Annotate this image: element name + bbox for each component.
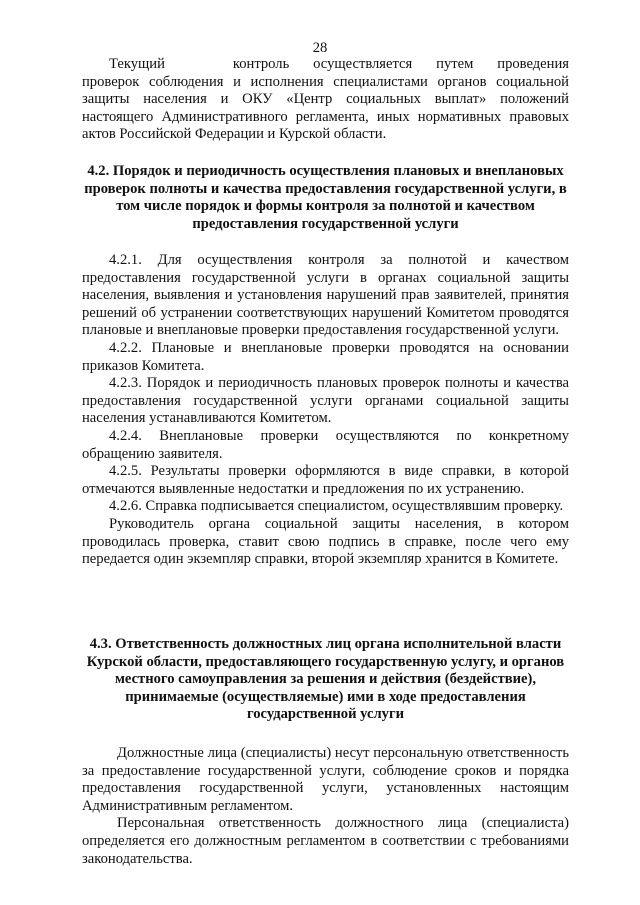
paragraph-4-2-1: 4.2.1. Для осуществления контроля за полнотой и качеством предоставления государственной услуги в органах социальной защиты населения, выявления и установления нарушений прав заявителей, принятия решений об устранении соответствующих нарушений Комитетом проводятся плановые и внеплановые проверки предоставления государственной услуги. xyxy=(82,252,569,339)
section-4-2-heading xyxy=(82,163,569,233)
page-number: 28 xyxy=(312,40,328,56)
paragraph-4-2-5: 4.2.5. Результаты проверки оформляются в виде справки, в которой отмечаются выявленные недостатки и предложения по их устранению. xyxy=(82,463,569,497)
paragraph-4-2-4: 4.2.4. Внеплановые проверки осуществляются по конкретному обращению заявителя. xyxy=(82,427,569,462)
section-4-3-heading xyxy=(82,636,569,724)
section-4-3-body xyxy=(82,745,569,868)
paragraph-4-2-6: 4.2.6. Справка подписывается специалистом, осуществлявшим проверку. xyxy=(109,498,564,515)
paragraph-personal-responsibility: Должностные лица (специалисты) несут персональную ответственность за предоставление государственной услуги, соблюдение сроков и порядка предоставления государственной услуги, установленных настоящим Административным регламентом. xyxy=(82,745,569,814)
section-4-2-body xyxy=(82,252,569,569)
section-heading: 4.3. Ответственность должностных лиц органа исполнительной власти Курской области, предоставляющего государственную услугу, и органов местного самоуправления за решения и действия (бездействие), принимаемые (осуществляемые) ими в ходе предоставления государственной услуги xyxy=(86,636,565,723)
section-heading: 4.2. Порядок и периодичность осуществления плановых и внеплановых проверок полноты и качества предоставления государственной услуги, в том числе порядок и формы контроля за полнотой и качеством предоставления государственной услуги xyxy=(84,163,567,232)
paragraph-4-2-3: 4.2.3. Порядок и периодичность плановых проверок полноты и качества предоставления государственной услуги органами социальной защиты населения устанавливаются Комитетом. xyxy=(82,375,569,427)
intro-paragraph xyxy=(82,56,569,144)
intro-rest: контроль осуществляется путем проведения проверок соблюдения и исполнения специалистами органов социальной защиты населения и ОКУ «Центр социальных выплат» положений настоящего Административного регламента, иных нормативных правовых актов Российской Федерации и Курской области. xyxy=(82,56,569,143)
paragraph-official-regulation: Персональная ответственность должностного лица (специалиста) определяется его должностным регламентом в соответствии с требованиями законодательства. xyxy=(82,815,569,867)
paragraph-head-signature: Руководитель органа социальной защиты населения, в котором проводилась проверка, ставит свою подпись в справке, после чего ему передается один экземпляр справки, второй экземпляр хранится в Комитете. xyxy=(82,515,569,568)
intro-lead: Текущий xyxy=(109,56,165,72)
paragraph-4-2-2: 4.2.2. Плановые и внеплановые проверки проводятся на основании приказов Комитета. xyxy=(82,339,569,374)
